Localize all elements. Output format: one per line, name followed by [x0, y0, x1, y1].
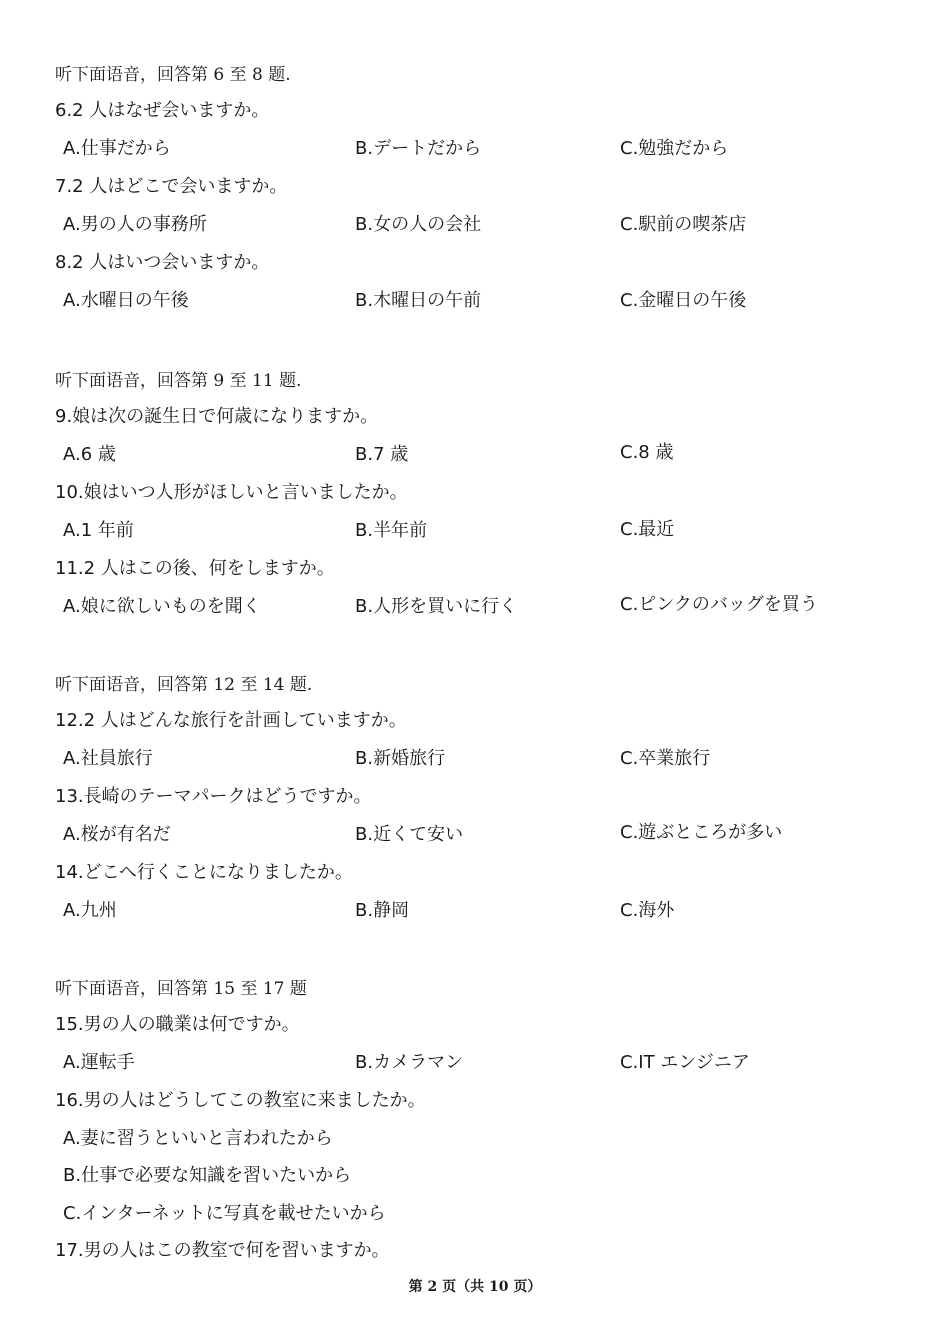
option-b: B.カメラマン [355, 1052, 464, 1073]
option-a: A.娘に欲しいものを聞く [63, 596, 261, 617]
option-b: B.人形を買いに行く [355, 596, 518, 617]
option-c: C.ピンクのバッグを買う [620, 594, 818, 615]
option-b: B.女の人の会社 [355, 214, 482, 235]
option-c: C.8 歳 [620, 442, 674, 463]
option-b: B.静岡 [355, 900, 410, 921]
question: 10.娘はいつ人形がほしいと言いましたか。 [55, 482, 408, 503]
option-b: B.新婚旅行 [355, 748, 446, 769]
option-c: C.勉強だから [620, 138, 729, 159]
section-heading: 听下面语音，回答第 15 至 17 题 [55, 979, 307, 999]
question: 7.2 人はどこで会いますか。 [55, 176, 288, 197]
question: 15.男の人の職業は何ですか。 [55, 1014, 300, 1035]
option-a: A.妻に習うといいと言われたから [63, 1128, 333, 1149]
section-heading: 听下面语音，回答第 6 至 8 题. [55, 65, 291, 85]
option-c: C.最近 [620, 519, 675, 540]
option-c: C.海外 [620, 900, 675, 921]
option-b: B.木曜日の午前 [355, 290, 482, 311]
option-a: A.仕事だから [63, 138, 171, 159]
option-a: A.6 歳 [63, 444, 116, 465]
question: 17.男の人はこの教室で何を習いますか。 [55, 1240, 390, 1261]
question: 6.2 人はなぜ会いますか。 [55, 100, 270, 121]
option-a: A.桜が有名だ [63, 824, 171, 845]
question: 13.長崎のテーマパークはどうですか。 [55, 786, 372, 807]
option-a: A.男の人の事務所 [63, 214, 207, 235]
option-c: C.駅前の喫茶店 [620, 214, 747, 235]
option-c: C.IT エンジニア [620, 1052, 750, 1073]
option-c: C.インターネットに写真を載せたいから [63, 1203, 386, 1224]
option-c: C.卒業旅行 [620, 748, 711, 769]
option-c: C.金曜日の午後 [620, 290, 747, 311]
section-heading: 听下面语音，回答第 12 至 14 题. [55, 675, 313, 695]
page-footer: 第 2 页（共 10 页） [408, 1279, 542, 1295]
option-a: A.九州 [63, 900, 117, 921]
section-heading: 听下面语音，回答第 9 至 11 题. [55, 371, 302, 391]
option-b: B.仕事で必要な知識を習いたいから [63, 1165, 352, 1186]
option-a: A.1 年前 [63, 520, 134, 541]
option-b: B.7 歳 [355, 444, 409, 465]
option-a: A.運転手 [63, 1052, 135, 1073]
question: 8.2 人はいつ会いますか。 [55, 252, 270, 273]
option-c: C.遊ぶところが多い [620, 822, 783, 843]
question: 14.どこへ行くことになりましたか。 [55, 862, 353, 883]
option-b: B.半年前 [355, 520, 428, 541]
option-b: B.デートだから [355, 138, 482, 159]
question: 9.娘は次の誕生日で何歳になりますか。 [55, 406, 379, 427]
option-a: A.水曜日の午後 [63, 290, 189, 311]
question: 11.2 人はこの後、何をしますか。 [55, 558, 335, 579]
option-b: B.近くて安い [355, 824, 464, 845]
option-a: A.社員旅行 [63, 748, 153, 769]
question: 12.2 人はどんな旅行を計画していますか。 [55, 710, 407, 731]
question: 16.男の人はどうしてこの教室に来ましたか。 [55, 1090, 426, 1111]
